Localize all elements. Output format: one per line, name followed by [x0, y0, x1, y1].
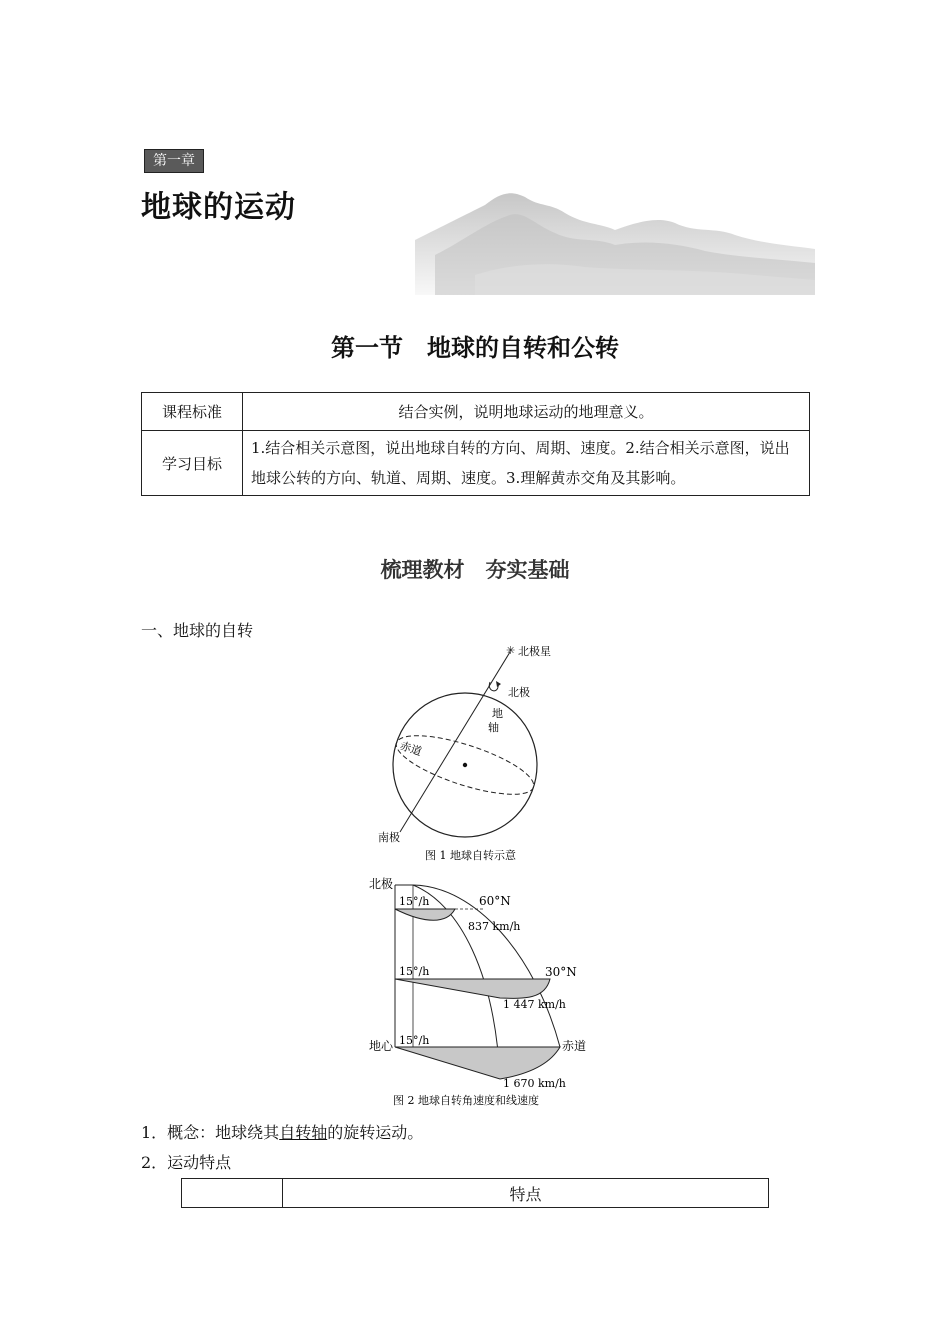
- north-star-label: 北极星: [518, 645, 551, 658]
- table-cell: 1.结合相关示意图，说出地球自转的方向、周期、速度。2.结合相关示意图，说出地球公转的方向、轨道、周期、速度。3.理解黄赤交角及其影响。: [243, 431, 810, 496]
- section-subheading: 梳理教材 夯实基础: [380, 558, 570, 582]
- equator-label: 赤道: [398, 739, 424, 759]
- table-row: [142, 393, 810, 431]
- features-heading: 2．运动特点: [141, 1153, 232, 1172]
- angular-speed-30: 15°/h: [399, 965, 430, 978]
- curriculum-table: [141, 392, 810, 496]
- features-table: [181, 1178, 769, 1208]
- chapter-badge: 第一章: [144, 149, 204, 173]
- concept-underlined: 自转轴: [279, 1123, 328, 1142]
- concept-suffix: 的旋转运动。: [327, 1123, 424, 1142]
- south-pole-label: 南极: [378, 831, 400, 844]
- part-heading: 一、地球的自转: [141, 621, 254, 640]
- table-label: 课程标准: [142, 393, 243, 431]
- sector-60n: [395, 909, 455, 920]
- axis-label-1: 地: [492, 707, 503, 720]
- figure1-caption: 图 1 地球自转示意: [425, 849, 516, 862]
- angular-speed-60: 15°/h: [399, 895, 430, 908]
- figure2-caption: 图 2 地球自转角速度和线速度: [393, 1094, 539, 1107]
- north-pole-label: 北极: [508, 686, 530, 699]
- table-header-cell: 特点: [283, 1179, 769, 1208]
- equator-label: 赤道: [562, 1039, 587, 1053]
- section-title: 第一节 地球的自转和公转: [331, 334, 619, 362]
- earth-center-dot: [463, 763, 467, 767]
- lat-60-label: 60°N: [479, 894, 511, 908]
- sector-equator: [395, 1047, 560, 1079]
- concept-paragraph: [141, 1120, 423, 1143]
- mountain-illustration: [415, 185, 815, 295]
- earth-rotation-figure: [370, 640, 580, 865]
- table-row: [142, 431, 810, 496]
- angular-speed-0: 15°/h: [399, 1034, 430, 1047]
- north-pole-label: 北极: [369, 877, 394, 891]
- speed-60-label: 837 km/h: [468, 920, 521, 933]
- sector-30n: [395, 979, 550, 998]
- table-header-cell: [182, 1179, 283, 1208]
- chapter-title: 地球的运动: [141, 190, 296, 225]
- speed-30-label: 1 447 km/h: [503, 998, 566, 1011]
- earth-center-label: 地心: [369, 1039, 394, 1053]
- concept-prefix: 1．概念：地球绕其: [141, 1123, 280, 1142]
- lat-30-label: 30°N: [545, 965, 577, 979]
- table-cell: 结合实例，说明地球运动的地理意义。: [243, 393, 810, 431]
- table-label: 学习目标: [142, 431, 243, 496]
- rotation-speed-figure: [365, 874, 595, 1110]
- speed-0-label: 1 670 km/h: [503, 1077, 566, 1090]
- star-icon: ✳: [506, 644, 516, 657]
- earth-axis: [400, 652, 510, 832]
- table-row: [182, 1179, 769, 1208]
- axis-label-2: 轴: [488, 721, 499, 734]
